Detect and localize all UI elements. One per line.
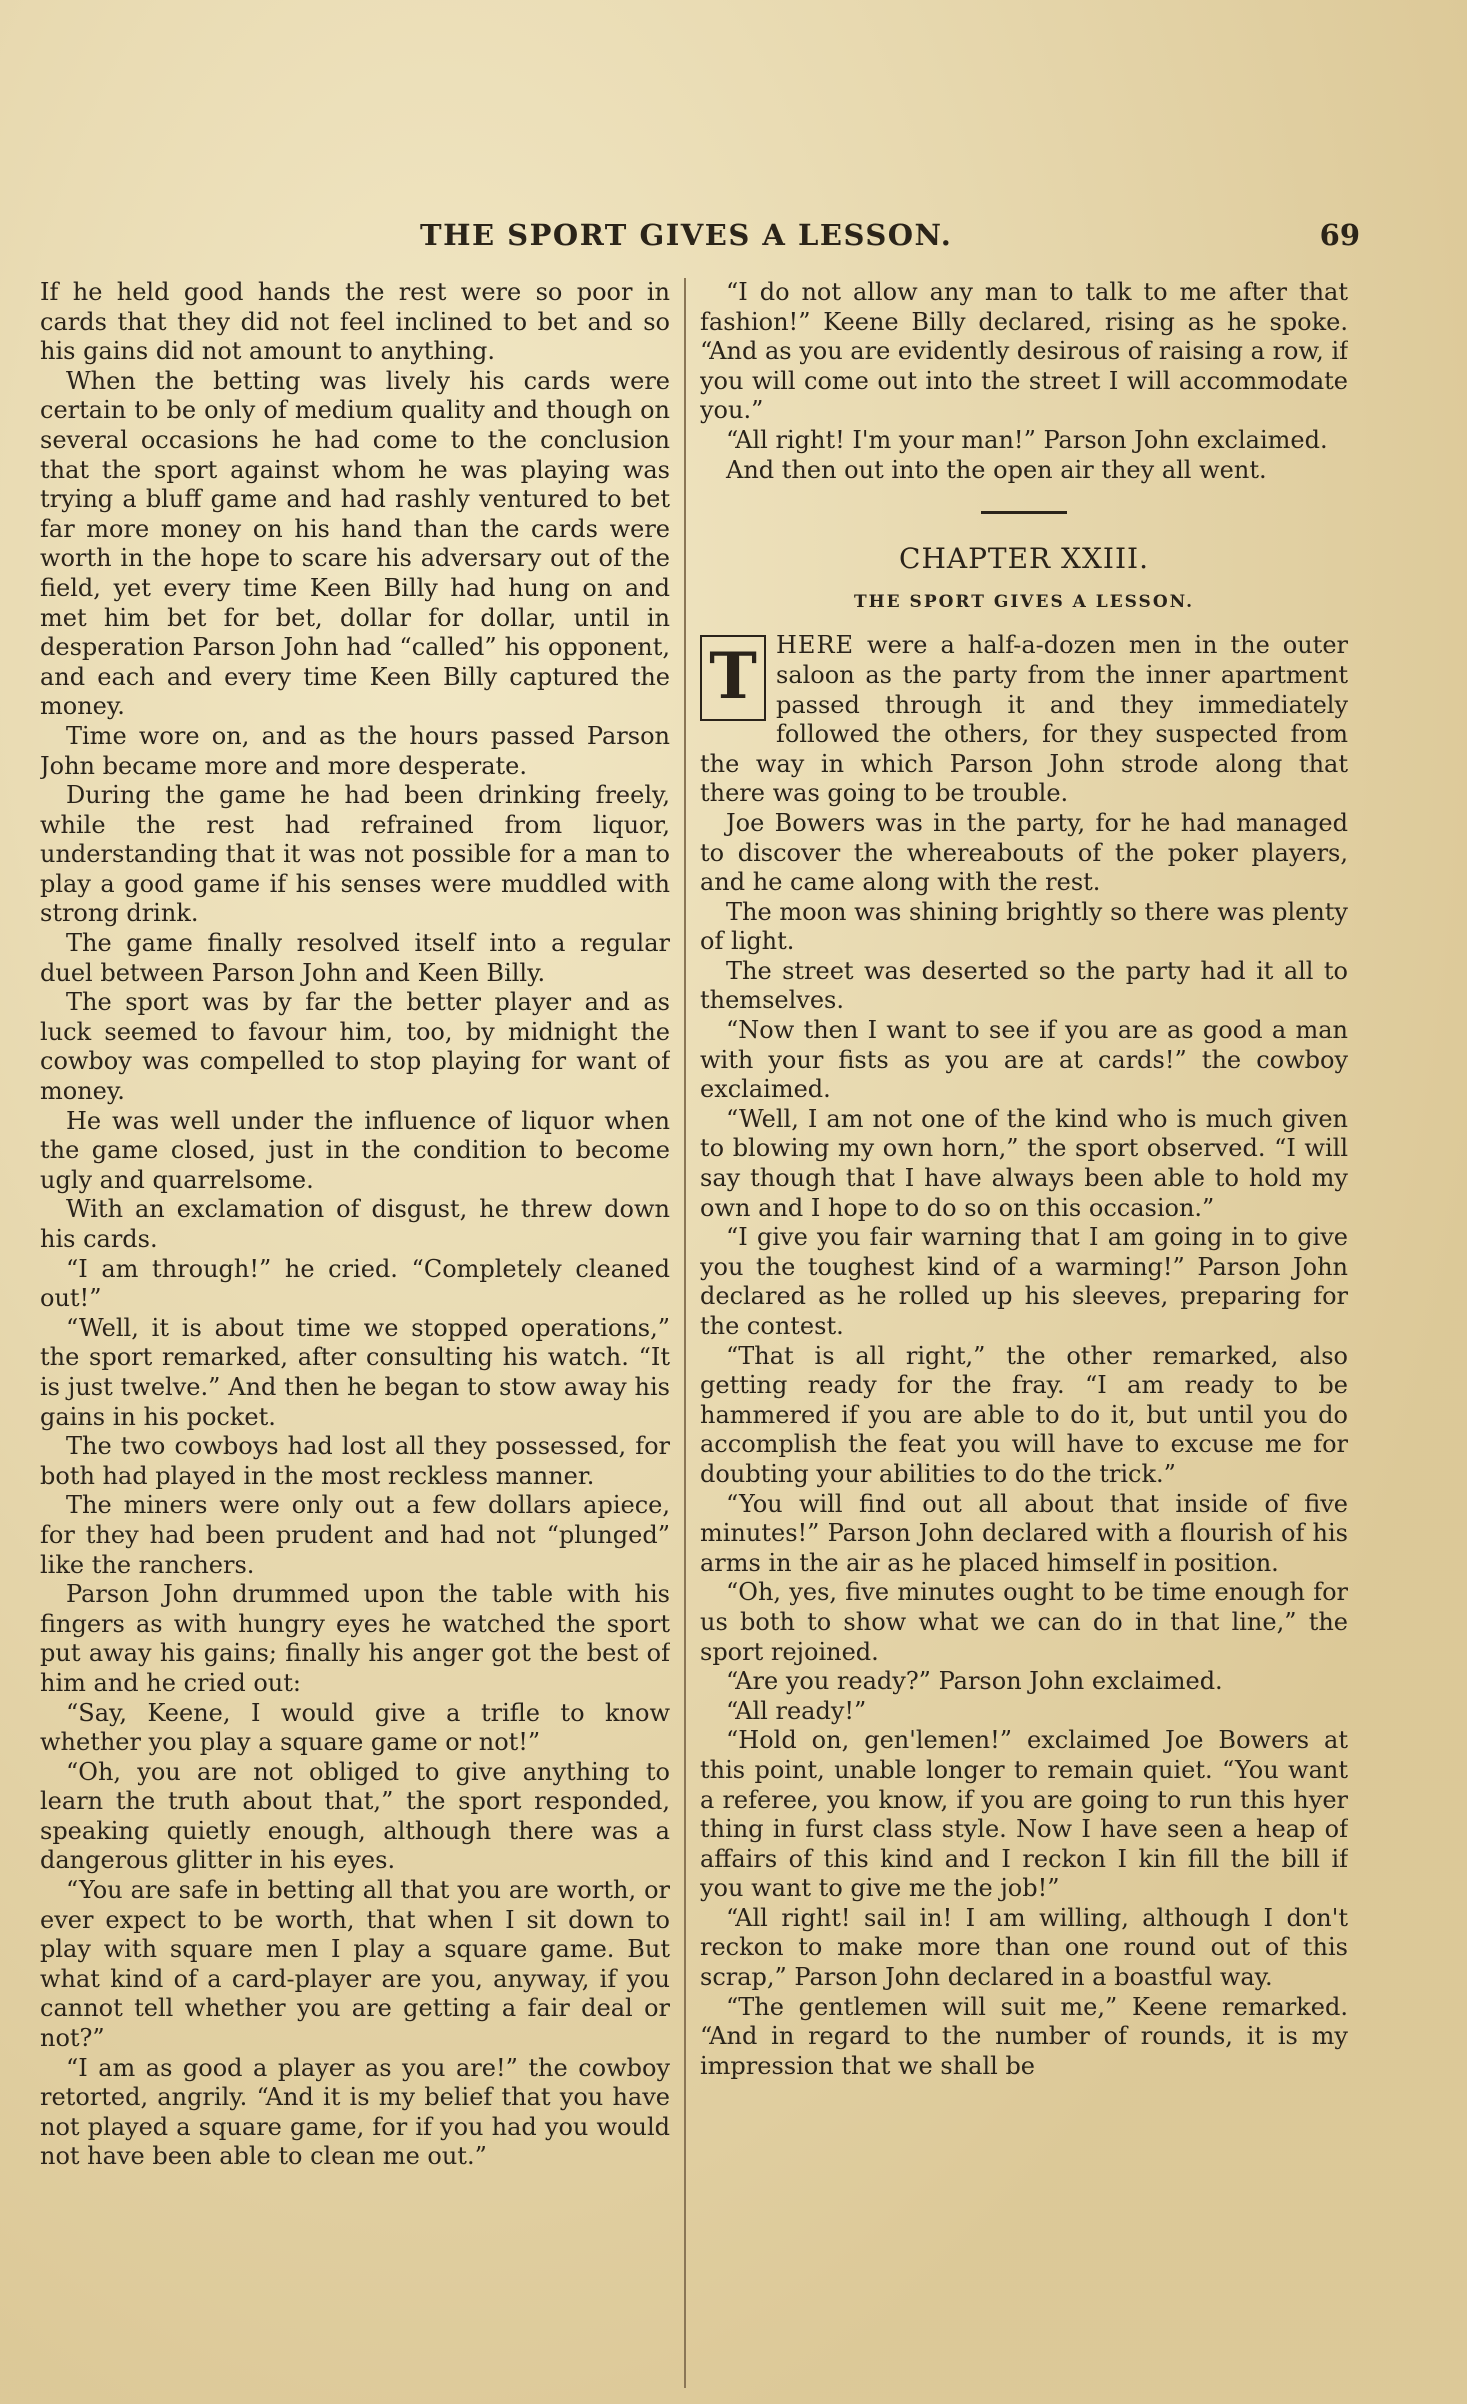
paragraph: With an exclamation of disgust, he threw down his cards. (40, 1195, 670, 1253)
paragraph: “Well, it is about time we stopped operations,” the sport remarked, after consulting his watch. “It is just twelve.” And then he began to stow away his gains in his pocket. (40, 1313, 670, 1431)
paragraph: “I am through!” he cried. “Completely cleaned out!” (40, 1254, 670, 1313)
page-header (70, 218, 1360, 258)
paragraph: “Hold on, gen'lemen!” exclaimed Joe Bowers at this point, unable longer to remain quiet. “You want a referee, you know, if you are going to run this hyer thing in furst class style. Now I have seen a heap of affairs of this kind and I reckon I kin fill the bill if you want to give me the job!” (700, 1726, 1348, 1903)
right-column (700, 278, 1348, 2388)
opening-word: HERE (776, 631, 855, 660)
paragraph: Time wore on, and as the hours passed Parson John became more and more desperate. (40, 721, 670, 780)
paragraph: During the game he had been drinking freely, while the rest had refrained from liquor, understanding that it was not possible for a man to play a good game if his senses were muddled with strong drink. (40, 781, 670, 928)
paragraph: The sport was by far the better player and as luck seemed to favour him, too, by midnight the cowboy was compelled to stop playing for want of money. (40, 988, 670, 1106)
paragraph: “You are safe in betting all that you are worth, or ever expect to be worth, that when I sit down to play with square men I play a square game. But what kind of a card-player are you, anyway, if you cannot tell whether you are getting a fair deal or not?” (40, 1876, 670, 2053)
paragraph: “You will find out all about that inside of five minutes!” Parson John declared with a flourish of his arms in the air as he placed himself in position. (700, 1489, 1348, 1577)
opening-text: were a half-a-dozen men in the outer saloon as the party from the inner apartment passed through it and they immediately followed the others, for they suspected from the way in which Parson John strode along that there was going to be trouble. (700, 631, 1348, 808)
paragraph: “All right! sail in! I am willing, although I don't reckon to make more than one round out of this scrap,” Parson John declared in a boastful way. (700, 1903, 1348, 1992)
paragraph: “All right! I'm your man!” Parson John exclaimed. (726, 425, 1328, 454)
drop-cap: T (700, 635, 766, 721)
paragraph: The two cowboys had lost all they possessed, for both had played in the most reckless manner. (40, 1432, 670, 1490)
paragraph: And then out into the open air they all went. (726, 455, 1267, 484)
paragraph: “Oh, you are not obliged to give anything to learn the truth about that,” the sport responded, speaking quietly enough, although there was a dangerous glitter in his eyes. (40, 1757, 670, 1875)
left-column (40, 278, 670, 2388)
paragraph: “The gentlemen will suit me,” Keene remarked. “And in regard to the number of rounds, it is my impression that we shall be (700, 1992, 1348, 2080)
paragraph: “Are you ready?” Parson John exclaimed. (726, 1667, 1223, 1696)
paragraph: “All ready!” (726, 1696, 867, 1725)
paragraph: “I give you fair warning that I am going in to give you the toughest kind of a warming!” Parson John declared as he rolled up his sleeves, preparing for the contest. (700, 1223, 1348, 1340)
chapter-title: THE SPORT GIVES A LESSON. (853, 591, 1195, 612)
paragraph: “I am as good a player as you are!” the cowboy retorted, angrily. “And it is my belief that you have not played a square game, for if you had you would not have been able to clean me out.” (40, 2053, 670, 2171)
paragraph: The street was deserted so the party had it all to themselves. (700, 956, 1348, 1015)
paragraph: “That is all right,” the other remarked, also getting ready for the fray. “I am ready to be hammered if you are able to do it, but until you do accomplish the feat you will have to excuse me for doubting your abilities to do the trick.” (700, 1341, 1348, 1488)
paragraph: “Well, I am not one of the kind who is much given to blowing my own horn,” the sport observed. “I will say though that I have always been able to hold my own and I hope to do so on this occasion.” (700, 1104, 1348, 1222)
column-divider (684, 278, 686, 2388)
section-rule (981, 511, 1067, 514)
paragraph: He was well under the influence of liquor when the game closed, just in the condition to become ugly and quarrelsome. (40, 1106, 670, 1194)
paragraph: The moon was shining brightly so there was plenty of light. (700, 897, 1348, 956)
page-number: 69 (1319, 218, 1360, 252)
paragraph: “Oh, yes, five minutes ought to be time enough for us both to show what we can do in that line,” the sport rejoined. (700, 1578, 1348, 1666)
paragraph: Joe Bowers was in the party, for he had managed to discover the whereabouts of the poker players, and he came along with the rest. (700, 808, 1348, 897)
paragraph: “I do not allow any man to talk to me after that fashion!” Keene Billy declared, rising as he spoke. “And as you are evidently desirous of raising a row, if you will come out into the street I will accommodate you.” (700, 278, 1348, 425)
paragraph: If he held good hands the rest were so poor in cards that they did not feel inclined to bet and so his gains did not amount to anything. (40, 278, 670, 366)
chapter-heading: CHAPTER XXIII. (899, 542, 1149, 576)
paragraph: The game finally resolved itself into a regular duel between Parson John and Keen Billy. (40, 929, 670, 987)
paragraph: “Say, Keene, I would give a trifle to know whether you play a square game or not!” (40, 1698, 670, 1757)
paragraph: Parson John drummed upon the table with his fingers as with hungry eyes he watched the sport put away his gains; finally his anger got the best of him and he cried out: (40, 1580, 670, 1697)
paragraph: When the betting was lively his cards were certain to be only of medium quality and though on several occasions he had come to the conclusion that the sport against whom he was playing was trying a bluff game and had rashly ventured to bet far more money on his hand than the cards were worth in the hope to scare his adversary out of the field, yet every time Keen Billy had hung on and met him bet for bet, dollar for dollar, until in desperation Parson John had “called” his opponent, and each and every time Keen Billy captured the money. (40, 366, 670, 721)
paragraph: “Now then I want to see if you are as good a man with your fists as you are at cards!” the cowboy exclaimed. (700, 1016, 1348, 1104)
running-title: THE SPORT GIVES A LESSON. (420, 218, 953, 252)
paragraph: The miners were only out a few dollars apiece, for they had been prudent and had not “plunged” like the ranchers. (40, 1491, 670, 1579)
chapter-opening-paragraph (700, 631, 1348, 809)
